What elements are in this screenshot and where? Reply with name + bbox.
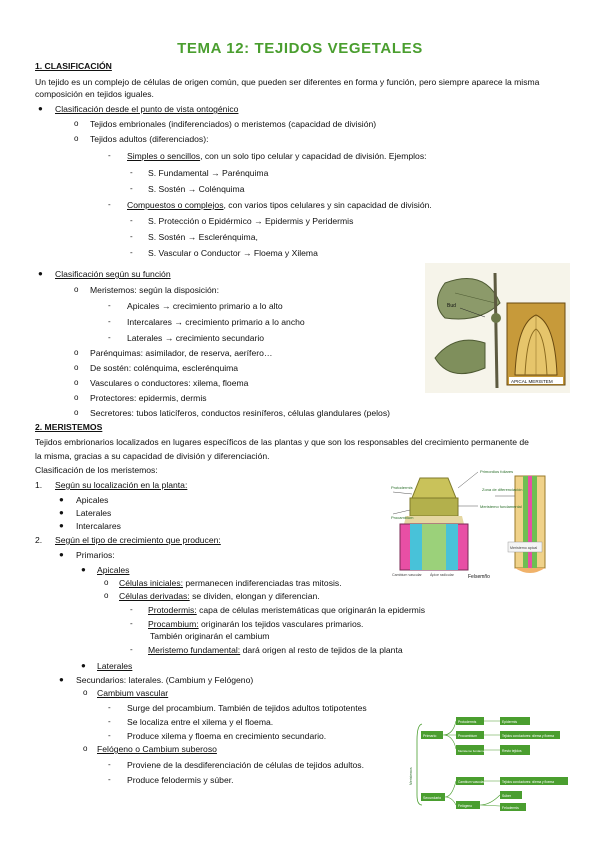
list-item: Laterales <box>97 661 133 671</box>
bullet-icon: ● <box>59 521 64 530</box>
diagram-label: Meristemo apical <box>510 546 538 550</box>
list-item: Surge del procambium. También de tejidos adultos totipotentes <box>127 703 367 713</box>
intro-line-3: Clasificación de los meristemos: <box>35 465 158 475</box>
list-item: Apicales <box>76 495 109 505</box>
circle-bullet-icon: o <box>74 119 79 128</box>
bullet-icon: ● <box>38 104 43 113</box>
list-item: Protectores: epidermis, dermis <box>90 393 207 403</box>
list-item-continuation: También originarán el cambium <box>150 631 270 641</box>
list-item: Parénquimas: asimilador, de reserva, aerífero… <box>90 348 273 358</box>
dash-bullet-icon: - <box>130 232 133 241</box>
dash-bullet-icon: - <box>108 301 111 310</box>
list-item-text: originarán los tejidos vasculares primarios. <box>198 619 364 629</box>
list-item: Intercalares <box>76 521 121 531</box>
section-heading-clasificacion: 1. CLASIFICACIÓN <box>35 61 112 71</box>
list-item: Laterales → crecimiento secundario <box>127 333 265 343</box>
bullet-icon: ● <box>59 495 64 504</box>
map-node: Felógeno <box>458 804 473 808</box>
circle-bullet-icon: o <box>74 408 79 417</box>
list-item-text: capa de células meristemáticas que originarán la epidermis <box>196 605 426 615</box>
map-node: Primario <box>423 734 437 738</box>
diagram-label: Protodermis <box>391 485 413 490</box>
map-node: Felodermis <box>502 806 519 810</box>
intro-line-2: la misma, gracias a su capacidad de división y diferenciación. <box>35 451 270 461</box>
circle-bullet-icon: o <box>104 578 109 587</box>
dash-bullet-icon: - <box>130 619 133 628</box>
diagram-label: Primordios foliares <box>480 469 514 474</box>
apical-meristem-figure <box>425 263 570 393</box>
list-item: De sostén: colénquima, esclerénquima <box>90 363 239 373</box>
map-node: Resto tejidos <box>502 749 522 753</box>
list-item <box>119 591 320 602</box>
circle-bullet-icon: o <box>74 363 79 372</box>
numbered-item-label: Según el tipo de crecimiento que producen: <box>55 535 221 545</box>
list-item: Vasculares o conductores: xilema, floema <box>90 378 249 388</box>
diagram-label: Cambium vascular <box>392 573 422 577</box>
dash-bullet-icon: - <box>108 731 111 740</box>
list-item-text: permanecen indiferenciadas tras mitosis. <box>183 578 342 588</box>
circle-bullet-icon: o <box>83 688 88 697</box>
list-item: Produce xilema y floema en crecimiento secundario. <box>127 731 327 741</box>
numbered-item-number: 2. <box>35 535 43 545</box>
intro-line-1: Un tejido es un complejo de células de origen común, que pueden ser diferentes en forma y función, pero siempre aparece la misma <box>35 77 540 87</box>
map-node: Secundario <box>423 796 442 800</box>
intro-line-2: composición en tejidos iguales. <box>35 89 154 99</box>
circle-bullet-icon: o <box>74 378 79 387</box>
map-node: Tejidos conductores: xilema y floema <box>502 780 555 784</box>
diagram-label: Procambium <box>391 515 414 520</box>
list-item-text: , con un solo tipo celular y capacidad de división. Ejemplos: <box>200 151 427 161</box>
list-item-text: , con varios tipos celulares y sin capacidad de división. <box>223 200 432 210</box>
list-item-title: Células iniciales: <box>119 578 184 588</box>
dash-bullet-icon: - <box>108 151 111 160</box>
list-item <box>148 619 363 630</box>
meristem-diagram <box>390 466 568 580</box>
circle-bullet-icon: o <box>104 591 109 600</box>
list-item <box>127 151 427 162</box>
map-node: Súber <box>502 794 512 798</box>
circle-bullet-icon: o <box>74 134 79 143</box>
list-item-title: Simples o sencillos <box>127 151 201 161</box>
list-item-text: dará origen al resto de tejidos de la planta <box>240 645 403 655</box>
list-item-text: se dividen, elongan y diferencian. <box>189 591 320 601</box>
list-item: Secretores: tubos laticíferos, conductos resiníferos, células glandulares (pelos) <box>90 408 390 418</box>
list-item: Se localiza entre el xilema y el floema. <box>127 717 274 727</box>
meristem-concept-map <box>408 715 573 812</box>
circle-bullet-icon: o <box>74 348 79 357</box>
diagram-label: Ápice radicular <box>430 573 454 577</box>
list-item: Primarios: <box>76 550 115 560</box>
list-item: Meristemos: según la disposición: <box>90 285 219 295</box>
circle-bullet-icon: o <box>74 393 79 402</box>
map-node: Procambium <box>458 734 478 738</box>
list-item <box>127 200 432 211</box>
section-heading-meristemos: 2. MERISTEMOS <box>35 422 103 432</box>
dash-bullet-icon: - <box>130 248 133 257</box>
dash-bullet-icon: - <box>130 216 133 225</box>
diagram-label: Meristemo fundamental <box>480 504 522 509</box>
circle-bullet-icon: o <box>74 285 79 294</box>
map-node: Tejidos conductores: xilema y floema <box>502 734 555 738</box>
list-item: S. Vascular o Conductor → Floema y Xilema <box>148 248 318 258</box>
list-item: S. Sostén → Colénquima <box>148 184 245 194</box>
diagram-label: Zona de diferenciación <box>482 487 523 492</box>
intro-line-1: Tejidos embrionarios localizados en lugares específicos de las plantas y que son los responsables del crecimiento permanente de <box>35 437 529 447</box>
bullet-icon: ● <box>59 508 64 517</box>
map-node: Meristemo fundamental <box>458 749 490 753</box>
list-item: Tejidos embrionales (indiferenciados) o meristemos (capacidad de división) <box>90 119 377 129</box>
list-item: Secundarios: laterales. (Cambium y Felógeno) <box>76 675 254 685</box>
map-node: Cambium vascular <box>458 780 485 784</box>
list-item: S. Protección o Epidérmico → Epidermis y Peridermis <box>148 216 354 226</box>
dash-bullet-icon: - <box>130 605 133 614</box>
list-item: Apicales → crecimiento primario a lo alto <box>127 301 283 311</box>
bud-label: Bud <box>447 303 456 309</box>
apical-meristem-label: APICAL MERISTEM <box>511 379 553 384</box>
list-item <box>148 645 403 656</box>
bullet-icon: ● <box>81 565 86 574</box>
dash-bullet-icon: - <box>108 775 111 784</box>
list-item: Tejidos adultos (diferenciados): <box>90 134 209 144</box>
list-item: Laterales <box>76 508 112 518</box>
list-item: Felógeno o Cambium suberoso <box>97 744 217 754</box>
numbered-item-number: 1. <box>35 480 43 490</box>
circle-bullet-icon: o <box>83 744 88 753</box>
list-item: Intercalares → crecimiento primario a lo ancho <box>127 317 305 327</box>
page-title: TEMA 12: TEJIDOS VEGETALES <box>177 40 423 57</box>
list-item: Produce felodermis y súber. <box>127 775 234 785</box>
dash-bullet-icon: - <box>108 760 111 769</box>
map-node: Protodermis <box>458 720 477 724</box>
dash-bullet-icon: - <box>108 317 111 326</box>
list-item: Clasificación según su función <box>55 269 171 279</box>
dash-bullet-icon: - <box>130 645 133 654</box>
dash-bullet-icon: - <box>130 184 133 193</box>
dash-bullet-icon: - <box>130 168 133 177</box>
bullet-icon: ● <box>38 269 43 278</box>
list-item <box>119 578 342 589</box>
list-item: S. Fundamental → Parénquima <box>148 168 269 178</box>
list-item: S. Sostén → Esclerénquima, <box>148 232 258 242</box>
list-item: Proviene de la desdiferenciación de células de tejidos adultos. <box>127 760 364 770</box>
map-node: Epidermis <box>502 720 518 724</box>
dash-bullet-icon: - <box>108 703 111 712</box>
numbered-item-label: Según su localización en la planta: <box>55 480 188 490</box>
list-item: Clasificación desde el punto de vista ontogénico <box>55 104 239 114</box>
dash-bullet-icon: - <box>108 717 111 726</box>
map-side-label: Meristemos <box>409 767 413 785</box>
diagram-caption: Felsemño <box>468 574 490 580</box>
bullet-icon: ● <box>59 675 64 684</box>
bullet-icon: ● <box>59 550 64 559</box>
bullet-icon: ● <box>81 661 86 670</box>
list-item-title: Células derivadas: <box>119 591 190 601</box>
list-item <box>148 605 425 616</box>
list-item: Apicales <box>97 565 130 575</box>
dash-bullet-icon: - <box>108 200 111 209</box>
list-item-title: Protodermis: <box>148 605 197 615</box>
list-item: Cambium vascular <box>97 688 169 698</box>
dash-bullet-icon: - <box>108 333 111 342</box>
list-item-title: Compuestos o complejos <box>127 200 224 210</box>
list-item-title: Meristemo fundamental: <box>148 645 241 655</box>
list-item-title: Procambium: <box>148 619 199 629</box>
